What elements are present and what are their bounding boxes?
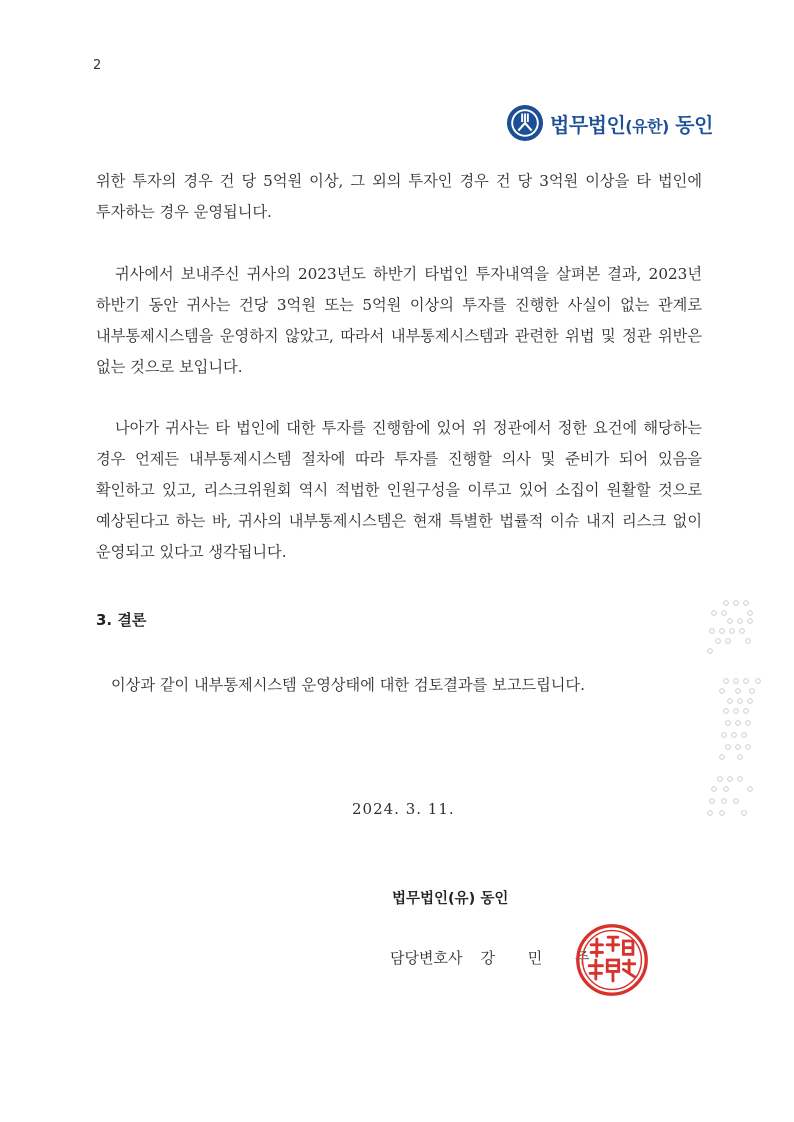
lawyer-name: 강 민 주 — [480, 949, 604, 967]
watermark-dots-pattern — [700, 595, 770, 825]
document-date: 2024. 3. 11. — [352, 800, 455, 818]
paragraph-system-readiness: 나아가 귀사는 타 법인에 대한 투자를 진행함에 있어 위 정관에서 정한 요건에 해당하는 경우 언제든 내부통제시스템 절차에 따라 투자를 진행할 의사 및 준비가 되어 있음을 확인하고 있고, 리스크위원회 역시 적법한 인원구성을 이루고 있어 소집이 원활할 것으로 예상된다고 하는 바, 귀사의 내부통제시스템은 현재 특별한 법률적 이슈 내지 리스크 없이 운영되고 있다고 생각됩니다. — [96, 419, 702, 561]
signature-lawyer — [390, 947, 603, 968]
law-firm-logo — [506, 104, 713, 142]
conclusion-text: 이상과 같이 내부통제시스템 운영상태에 대한 검토결과를 보고드립니다. — [111, 676, 585, 694]
paragraph-investment-criteria: 위한 투자의 경우 건 당 5억원 이상, 그 외의 투자인 경우 건 당 3억원 이상을 타 법인에 투자하는 경우 운영됩니다. — [96, 172, 702, 221]
signature-firm-name: 법무법인(유) 동인 — [392, 891, 509, 907]
page-number: 2 — [93, 58, 102, 73]
section-heading-conclusion: 3. 결론 — [96, 611, 147, 629]
paragraph-review-result: 귀사에서 보내주신 귀사의 2023년도 하반기 타법인 투자내역을 살펴본 결과, 2023년 하반기 동안 귀사는 건당 3억원 또는 5억원 이상의 투자를 진행한 사실이 없는 관계로 내부통제시스템을 운영하지 않았고, 따라서 내부통제시스템과 관련한 위법 및 정관 위반은 없는 것으로 보입니다. — [96, 265, 702, 376]
red-seal-stamp-icon — [574, 922, 650, 998]
firm-emblem-icon — [506, 104, 544, 142]
firm-logo-text: 법무법인(유한) 동인 — [550, 112, 713, 137]
lawyer-title: 담당변호사 — [390, 949, 463, 967]
